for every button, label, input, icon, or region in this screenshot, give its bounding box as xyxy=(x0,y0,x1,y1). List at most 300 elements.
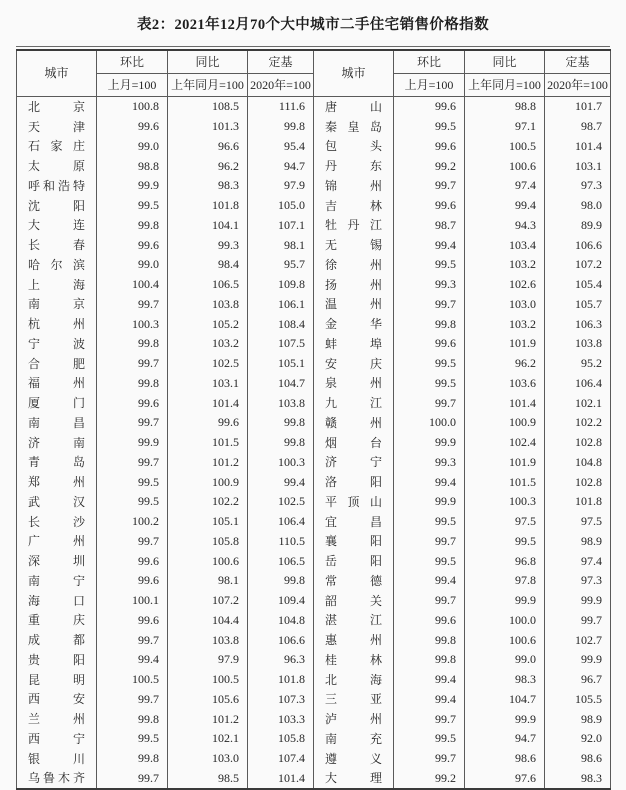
value-cell: 99.3 xyxy=(394,275,465,295)
value-cell: 99.0 xyxy=(465,650,545,670)
value-cell: 97.9 xyxy=(248,176,314,196)
value-cell: 96.8 xyxy=(465,551,545,571)
table-row xyxy=(17,196,611,216)
table-row xyxy=(17,453,611,473)
value-cell: 98.8 xyxy=(465,97,545,117)
value-cell: 99.6 xyxy=(394,611,465,631)
city-cell xyxy=(314,769,394,790)
city-name: 宁 波 xyxy=(28,336,85,351)
value-cell: 110.5 xyxy=(248,532,314,552)
value-cell: 101.4 xyxy=(545,137,611,157)
city-cell xyxy=(314,334,394,354)
value-cell: 99.4 xyxy=(394,670,465,690)
value-cell: 106.3 xyxy=(545,314,611,334)
city-name: 贵 阳 xyxy=(28,652,85,667)
city-name: 韶 关 xyxy=(325,593,382,608)
value-cell: 99.7 xyxy=(394,591,465,611)
value-cell: 97.4 xyxy=(465,176,545,196)
table-row xyxy=(17,235,611,255)
value-cell: 105.5 xyxy=(545,690,611,710)
value-cell: 106.5 xyxy=(248,551,314,571)
city-name: 宜 昌 xyxy=(325,514,382,529)
value-cell: 108.4 xyxy=(248,314,314,334)
value-cell: 98.6 xyxy=(545,749,611,769)
value-cell: 99.6 xyxy=(97,571,168,591)
city-cell xyxy=(314,156,394,176)
table-row xyxy=(17,769,611,790)
value-cell: 97.6 xyxy=(465,769,545,790)
city-cell xyxy=(314,729,394,749)
city-cell xyxy=(314,433,394,453)
value-cell: 104.1 xyxy=(168,216,248,236)
value-cell: 97.8 xyxy=(465,571,545,591)
city-cell xyxy=(314,630,394,650)
value-cell: 105.8 xyxy=(168,532,248,552)
city-name: 包 头 xyxy=(325,139,382,154)
value-cell: 100.5 xyxy=(97,670,168,690)
value-cell: 99.7 xyxy=(97,690,168,710)
table-row xyxy=(17,749,611,769)
table-row xyxy=(17,97,611,117)
city-name: 扬 州 xyxy=(325,277,382,292)
value-cell: 100.3 xyxy=(248,453,314,473)
value-cell: 99.5 xyxy=(394,354,465,374)
subheader-mom-right: 上月=100 xyxy=(394,74,465,97)
value-cell: 99.8 xyxy=(248,117,314,137)
city-cell xyxy=(314,472,394,492)
city-name: 常 德 xyxy=(325,573,382,588)
value-cell: 100.9 xyxy=(465,413,545,433)
city-name: 岳 阳 xyxy=(325,554,382,568)
subheader-yoy-right: 上年同月=100 xyxy=(465,74,545,97)
value-cell: 99.7 xyxy=(394,393,465,413)
value-cell: 100.8 xyxy=(97,97,168,117)
value-cell: 101.4 xyxy=(465,393,545,413)
header-mom-right: 环比 xyxy=(394,50,465,74)
value-cell: 102.4 xyxy=(465,433,545,453)
city-name: 太 原 xyxy=(28,159,85,173)
value-cell: 99.7 xyxy=(97,413,168,433)
value-cell: 101.7 xyxy=(545,97,611,117)
city-cell xyxy=(17,117,97,137)
value-cell: 104.7 xyxy=(465,690,545,710)
value-cell: 99.7 xyxy=(394,532,465,552)
value-cell: 99.7 xyxy=(97,769,168,790)
city-name: 烟 台 xyxy=(325,435,382,450)
value-cell: 98.1 xyxy=(248,235,314,255)
city-cell xyxy=(17,235,97,255)
value-cell: 99.6 xyxy=(394,137,465,157)
city-cell xyxy=(17,729,97,749)
value-cell: 98.3 xyxy=(545,769,611,790)
value-cell: 99.6 xyxy=(97,393,168,413)
header-city-left: 城市 xyxy=(17,50,97,97)
city-cell xyxy=(17,374,97,394)
value-cell: 102.6 xyxy=(465,275,545,295)
city-name: 南 京 xyxy=(28,297,85,312)
value-cell: 100.0 xyxy=(465,611,545,631)
value-cell: 105.2 xyxy=(168,314,248,334)
value-cell: 100.4 xyxy=(97,275,168,295)
subheader-yoy-left: 上年同月=100 xyxy=(168,74,248,97)
value-cell: 100.2 xyxy=(97,512,168,532)
value-cell: 101.4 xyxy=(248,769,314,790)
city-cell xyxy=(314,97,394,117)
city-name: 西 宁 xyxy=(28,731,85,746)
value-cell: 104.8 xyxy=(248,611,314,631)
value-cell: 99.4 xyxy=(394,235,465,255)
value-cell: 99.6 xyxy=(168,413,248,433)
value-cell: 100.0 xyxy=(394,413,465,433)
value-cell: 99.4 xyxy=(394,690,465,710)
city-cell xyxy=(17,334,97,354)
table-body xyxy=(17,97,611,790)
value-cell: 106.4 xyxy=(248,512,314,532)
value-cell: 107.2 xyxy=(545,255,611,275)
city-cell xyxy=(314,196,394,216)
value-cell: 98.4 xyxy=(168,255,248,275)
value-cell: 106.6 xyxy=(248,630,314,650)
value-cell: 95.4 xyxy=(248,137,314,157)
value-cell: 103.8 xyxy=(545,334,611,354)
value-cell: 102.8 xyxy=(545,433,611,453)
city-cell xyxy=(314,413,394,433)
table-row xyxy=(17,176,611,196)
city-cell xyxy=(17,255,97,275)
value-cell: 99.5 xyxy=(394,374,465,394)
value-cell: 98.3 xyxy=(168,176,248,196)
value-cell: 92.0 xyxy=(545,729,611,749)
value-cell: 99.8 xyxy=(97,334,168,354)
value-cell: 102.1 xyxy=(545,393,611,413)
city-name: 南 充 xyxy=(325,731,382,746)
table-row xyxy=(17,275,611,295)
city-name: 上 海 xyxy=(28,277,85,292)
value-cell: 98.1 xyxy=(168,571,248,591)
value-cell: 102.7 xyxy=(545,630,611,650)
value-cell: 99.7 xyxy=(97,295,168,315)
city-cell xyxy=(17,314,97,334)
value-cell: 100.1 xyxy=(97,591,168,611)
city-name: 徐 州 xyxy=(325,257,382,272)
value-cell: 99.9 xyxy=(465,709,545,729)
value-cell: 101.9 xyxy=(465,334,545,354)
value-cell: 95.7 xyxy=(248,255,314,275)
city-name: 襄 阳 xyxy=(325,534,382,549)
table-row xyxy=(17,413,611,433)
city-name: 丹 东 xyxy=(325,159,382,173)
value-cell: 100.6 xyxy=(168,551,248,571)
city-cell xyxy=(17,591,97,611)
value-cell: 94.7 xyxy=(248,156,314,176)
value-cell: 103.0 xyxy=(168,749,248,769)
value-cell: 99.5 xyxy=(394,512,465,532)
city-cell xyxy=(17,492,97,512)
table-row xyxy=(17,216,611,236)
table-row xyxy=(17,690,611,710)
city-name: 石 家 庄 xyxy=(28,139,85,154)
table-wrap xyxy=(16,46,610,790)
table-row xyxy=(17,591,611,611)
value-cell: 98.9 xyxy=(545,532,611,552)
price-index-table xyxy=(16,49,611,790)
value-cell: 99.5 xyxy=(97,492,168,512)
city-name: 银 川 xyxy=(28,751,85,766)
city-cell xyxy=(314,650,394,670)
value-cell: 101.8 xyxy=(168,196,248,216)
value-cell: 96.6 xyxy=(168,137,248,157)
value-cell: 105.0 xyxy=(248,196,314,216)
city-name: 成 都 xyxy=(28,633,85,647)
table-row xyxy=(17,314,611,334)
value-cell: 104.4 xyxy=(168,611,248,631)
value-cell: 99.3 xyxy=(394,453,465,473)
city-cell xyxy=(314,354,394,374)
value-cell: 94.3 xyxy=(465,216,545,236)
city-name: 天 津 xyxy=(28,119,85,134)
value-cell: 101.2 xyxy=(168,453,248,473)
value-cell: 99.5 xyxy=(394,117,465,137)
value-cell: 100.6 xyxy=(465,156,545,176)
value-cell: 97.3 xyxy=(545,176,611,196)
city-name: 青 岛 xyxy=(28,455,85,470)
city-name: 长 春 xyxy=(28,238,85,252)
table-row xyxy=(17,650,611,670)
value-cell: 99.7 xyxy=(394,176,465,196)
value-cell: 102.1 xyxy=(168,729,248,749)
city-name: 锦 州 xyxy=(325,178,382,193)
city-name: 济 南 xyxy=(28,435,85,450)
value-cell: 109.8 xyxy=(248,275,314,295)
value-cell: 99.0 xyxy=(97,137,168,157)
value-cell: 98.5 xyxy=(168,769,248,790)
city-name: 南 昌 xyxy=(28,415,85,430)
value-cell: 99.8 xyxy=(248,413,314,433)
city-cell xyxy=(17,453,97,473)
value-cell: 106.6 xyxy=(545,235,611,255)
city-cell xyxy=(314,611,394,631)
table-row xyxy=(17,137,611,157)
value-cell: 99.5 xyxy=(97,472,168,492)
city-name: 郑 州 xyxy=(28,475,85,489)
value-cell: 108.5 xyxy=(168,97,248,117)
value-cell: 103.3 xyxy=(248,709,314,729)
value-cell: 98.3 xyxy=(465,670,545,690)
city-cell xyxy=(314,393,394,413)
value-cell: 97.5 xyxy=(465,512,545,532)
table-row xyxy=(17,374,611,394)
city-name: 安 庆 xyxy=(325,356,382,371)
city-cell xyxy=(17,551,97,571)
header-city-right: 城市 xyxy=(314,50,394,97)
value-cell: 99.8 xyxy=(248,433,314,453)
value-cell: 99.8 xyxy=(97,216,168,236)
city-cell xyxy=(314,749,394,769)
table-row xyxy=(17,393,611,413)
value-cell: 99.6 xyxy=(394,97,465,117)
value-cell: 99.7 xyxy=(394,749,465,769)
header-yoy-left: 同比 xyxy=(168,50,248,74)
value-cell: 106.5 xyxy=(168,275,248,295)
value-cell: 105.6 xyxy=(168,690,248,710)
value-cell: 105.8 xyxy=(248,729,314,749)
value-cell: 101.2 xyxy=(168,709,248,729)
value-cell: 111.6 xyxy=(248,97,314,117)
city-name: 唐 山 xyxy=(325,99,382,114)
value-cell: 99.8 xyxy=(97,709,168,729)
value-cell: 103.1 xyxy=(545,156,611,176)
value-cell: 99.9 xyxy=(97,433,168,453)
value-cell: 100.6 xyxy=(465,630,545,650)
value-cell: 96.7 xyxy=(545,670,611,690)
city-name: 兰 州 xyxy=(28,712,85,726)
value-cell: 109.4 xyxy=(248,591,314,611)
city-cell xyxy=(17,630,97,650)
header-row-top xyxy=(17,50,611,74)
city-cell xyxy=(17,709,97,729)
city-name: 福 州 xyxy=(28,376,85,391)
value-cell: 99.6 xyxy=(97,551,168,571)
table-row xyxy=(17,571,611,591)
value-cell: 99.7 xyxy=(545,611,611,631)
city-name: 昆 明 xyxy=(28,672,85,687)
value-cell: 104.8 xyxy=(545,453,611,473)
city-name: 呼 和 浩 特 xyxy=(28,178,85,193)
value-cell: 103.0 xyxy=(465,295,545,315)
value-cell: 99.2 xyxy=(394,156,465,176)
value-cell: 96.2 xyxy=(465,354,545,374)
table-row xyxy=(17,117,611,137)
value-cell: 103.2 xyxy=(465,255,545,275)
city-cell xyxy=(17,472,97,492)
city-cell xyxy=(314,551,394,571)
value-cell: 99.7 xyxy=(394,709,465,729)
value-cell: 106.4 xyxy=(545,374,611,394)
table-row xyxy=(17,433,611,453)
header-mom-left: 环比 xyxy=(97,50,168,74)
value-cell: 99.4 xyxy=(394,571,465,591)
value-cell: 103.2 xyxy=(168,334,248,354)
value-cell: 102.2 xyxy=(168,492,248,512)
city-cell xyxy=(314,453,394,473)
table-row xyxy=(17,472,611,492)
value-cell: 99.8 xyxy=(97,374,168,394)
value-cell: 105.4 xyxy=(545,275,611,295)
city-cell xyxy=(17,137,97,157)
value-cell: 99.6 xyxy=(394,196,465,216)
city-name: 大 连 xyxy=(28,218,85,233)
value-cell: 99.9 xyxy=(465,591,545,611)
city-cell xyxy=(314,176,394,196)
value-cell: 101.4 xyxy=(168,393,248,413)
city-name: 吉 林 xyxy=(325,198,382,213)
city-name: 合 肥 xyxy=(28,356,85,371)
value-cell: 99.9 xyxy=(545,650,611,670)
city-cell xyxy=(17,295,97,315)
table-row xyxy=(17,354,611,374)
value-cell: 99.9 xyxy=(545,591,611,611)
value-cell: 105.1 xyxy=(168,512,248,532)
table-row xyxy=(17,255,611,275)
value-cell: 102.8 xyxy=(545,472,611,492)
city-cell xyxy=(17,769,97,790)
value-cell: 103.8 xyxy=(248,393,314,413)
city-cell xyxy=(314,255,394,275)
city-name: 深 圳 xyxy=(28,554,85,568)
city-name: 湛 江 xyxy=(325,613,382,628)
header-base-left: 定基 xyxy=(248,50,314,74)
value-cell: 99.6 xyxy=(97,117,168,137)
subheader-base-left: 2020年=100 xyxy=(248,74,314,97)
value-cell: 97.9 xyxy=(168,650,248,670)
table-row xyxy=(17,512,611,532)
city-name: 洛 阳 xyxy=(325,475,382,489)
city-name: 厦 门 xyxy=(28,396,85,410)
city-cell xyxy=(17,176,97,196)
table-row xyxy=(17,670,611,690)
value-cell: 107.5 xyxy=(248,334,314,354)
value-cell: 99.6 xyxy=(394,334,465,354)
table-row xyxy=(17,551,611,571)
city-cell xyxy=(17,433,97,453)
table-row xyxy=(17,492,611,512)
city-cell xyxy=(314,216,394,236)
city-cell xyxy=(314,670,394,690)
city-cell xyxy=(314,690,394,710)
value-cell: 107.1 xyxy=(248,216,314,236)
value-cell: 107.4 xyxy=(248,749,314,769)
value-cell: 102.2 xyxy=(545,413,611,433)
subheader-base-right: 2020年=100 xyxy=(545,74,611,97)
value-cell: 99.8 xyxy=(394,650,465,670)
city-name: 泉 州 xyxy=(325,376,382,391)
value-cell: 99.4 xyxy=(394,472,465,492)
value-cell: 96.3 xyxy=(248,650,314,670)
value-cell: 97.1 xyxy=(465,117,545,137)
value-cell: 99.0 xyxy=(97,255,168,275)
city-cell xyxy=(314,117,394,137)
city-name: 哈 尔 滨 xyxy=(28,257,85,272)
value-cell: 99.4 xyxy=(465,196,545,216)
city-cell xyxy=(314,591,394,611)
city-name: 北 京 xyxy=(28,99,85,114)
value-cell: 101.5 xyxy=(465,472,545,492)
value-cell: 99.7 xyxy=(97,630,168,650)
table-header xyxy=(17,50,611,97)
city-name: 北 海 xyxy=(325,672,382,687)
city-cell xyxy=(314,137,394,157)
value-cell: 103.1 xyxy=(168,374,248,394)
city-cell xyxy=(314,709,394,729)
value-cell: 103.4 xyxy=(465,235,545,255)
city-name: 泸 州 xyxy=(325,712,382,726)
city-name: 广 州 xyxy=(28,534,85,549)
city-cell xyxy=(17,275,97,295)
city-cell xyxy=(17,156,97,176)
city-name: 大 理 xyxy=(325,771,382,786)
city-cell xyxy=(17,670,97,690)
city-name: 长 沙 xyxy=(28,514,85,529)
city-name: 乌 鲁 木 齐 xyxy=(28,771,85,786)
value-cell: 101.8 xyxy=(248,670,314,690)
value-cell: 98.7 xyxy=(394,216,465,236)
city-name: 三 亚 xyxy=(325,692,382,707)
city-name: 重 庆 xyxy=(28,613,85,628)
value-cell: 100.5 xyxy=(465,137,545,157)
header-base-right: 定基 xyxy=(545,50,611,74)
value-cell: 100.3 xyxy=(97,314,168,334)
table-row xyxy=(17,709,611,729)
